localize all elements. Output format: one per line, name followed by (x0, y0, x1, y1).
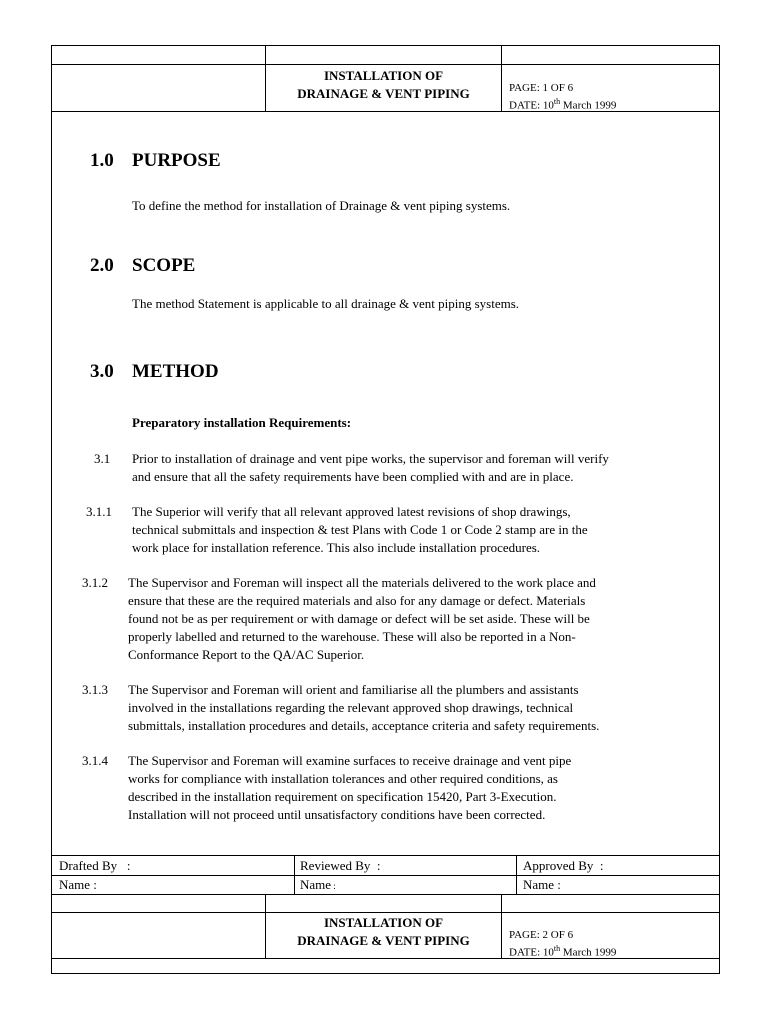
item-line: ensure that these are the required materials and also for any damage or defect. Materials (128, 593, 586, 608)
header-title (266, 67, 501, 103)
header-title-line2: DRAINAGE & VENT PIPING (297, 86, 470, 101)
page2-page-info (509, 929, 616, 960)
page2-title-line2: DRAINAGE & VENT PIPING (297, 933, 470, 948)
item-line: The Superior will verify that all relevant approved latest revisions of shop drawings, (132, 504, 571, 519)
page2-title-line1: INSTALLATION OF (323, 915, 444, 930)
item-line: submittals, installation procedures and details, acceptance criteria and safety requirements. (128, 718, 600, 733)
item-line: and ensure that all the safety requirements have been complied with and are in place. (132, 469, 574, 484)
footer-mid-rule (51, 875, 720, 876)
item-line: involved in the installations regarding the relevant approved shop drawings, technical (128, 700, 574, 715)
item-line: described in the installation requirement on specification 15420, Part 3-Execution. (128, 789, 557, 804)
item-line: The Supervisor and Foreman will examine surfaces to receive drainage and vent pipe (128, 753, 572, 768)
name-label-1: Name : (59, 877, 97, 892)
footer-left-edge (51, 855, 52, 895)
section-scope-heading: 2.0 SCOPE (90, 255, 196, 276)
item-number: 3.1.4 (82, 753, 108, 768)
page2-header-top-rule (51, 912, 720, 913)
section-purpose-heading: 1.0 PURPOSE (90, 150, 221, 171)
footer-divider-2 (516, 855, 517, 895)
header-divider-right (501, 45, 502, 111)
item-line: work place for installation reference. This also include installation procedures. (132, 540, 541, 555)
footer-divider-1 (294, 855, 295, 895)
page2-number: PAGE: 2 OF 6 (509, 929, 574, 941)
item-line: Prior to installation of drainage and vent pipe works, the supervisor and foreman will verify (132, 451, 609, 466)
item-line: Conformance Report to the QA/AC Superior. (128, 647, 365, 662)
header-top-rule (51, 64, 720, 65)
name-label-3: Name : (523, 877, 561, 892)
header-title-line1: INSTALLATION OF (323, 68, 444, 83)
section-scope-text: The method Statement is applicable to all drainage & vent piping systems. (132, 296, 520, 311)
name-label-2: Name : (300, 877, 336, 892)
item-number: 3.1.2 (82, 575, 108, 590)
item-number: 3.1 (94, 451, 111, 466)
item-line: The Supervisor and Foreman will inspect all the materials delivered to the work place and (128, 575, 596, 590)
footer-top-rule (51, 855, 720, 856)
section-method-heading: 3.0 METHOD (90, 361, 219, 382)
page2-header-title (266, 914, 501, 950)
page-number: PAGE: 1 OF 6 (509, 82, 574, 94)
item-line: found not be as per requirement or with damage or defect will be set aside. These will be (128, 611, 590, 626)
page2-divider-right (501, 894, 502, 958)
item-line: The Supervisor and Foreman will orient and familiarise all the plumbers and assistants (128, 682, 579, 697)
item-number: 3.1.1 (86, 504, 112, 519)
page-date: DATE: 10th March 1999 (509, 97, 617, 112)
header-bottom-rule (51, 111, 720, 112)
approved-by-label: Approved By : (523, 858, 604, 873)
footer-right-edge (719, 855, 720, 895)
reviewed-by-label: Reviewed By : (300, 858, 381, 873)
item-line: properly labelled and returned to the warehouse. These will also be reported in a Non- (128, 629, 576, 644)
page2-date: DATE: 10th March 1999 (509, 944, 617, 959)
item-line: works for compliance with installation tolerances and other required conditions, as (128, 771, 558, 786)
drafted-by-label: Drafted By : (59, 858, 131, 873)
item-line: technical submittals and inspection & test Plans with Code 1 or Code 2 stamp are in the (132, 522, 588, 537)
header-page-info (509, 82, 616, 113)
section-purpose-text: To define the method for installation of Drainage & vent piping systems. (132, 198, 511, 213)
page2-header-bottom-rule (51, 958, 720, 959)
item-number: 3.1.3 (82, 682, 108, 697)
item-line: Installation will not proceed until unsatisfactory conditions have been corrected. (128, 807, 546, 822)
method-subheading: Preparatory installation Requirements: (132, 415, 352, 430)
